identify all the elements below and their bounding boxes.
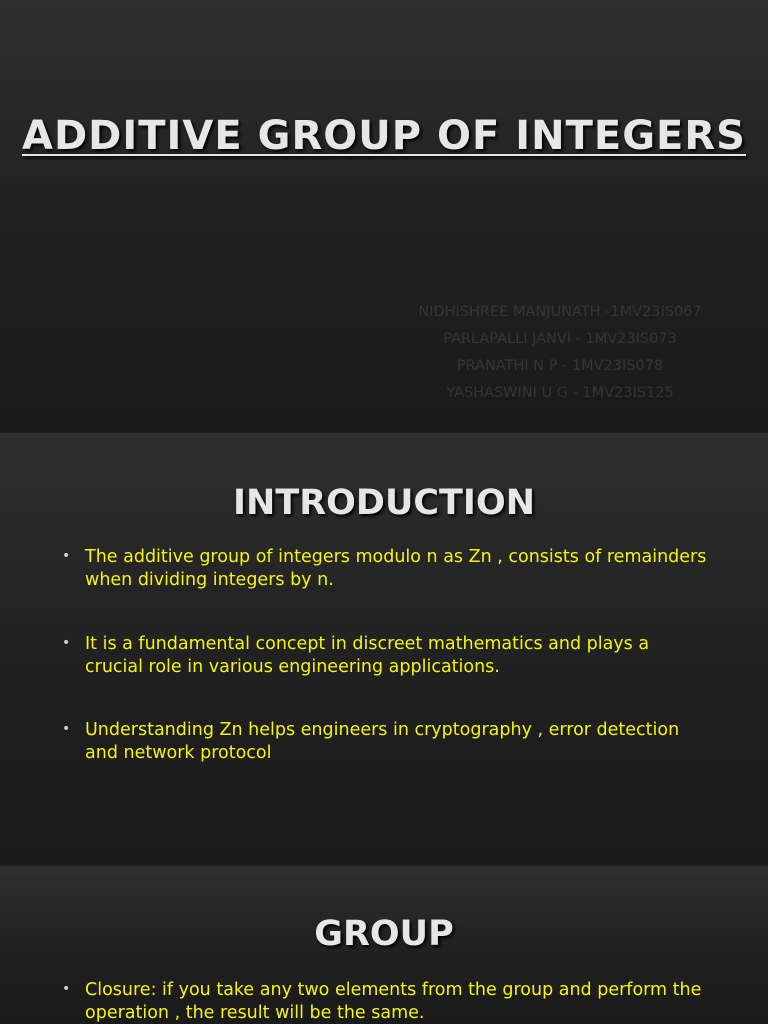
bullet-text: The additive group of integers modulo n as Zn , consists of remainders when dividing integers by n. [85,547,707,590]
bullet-text: Understanding Zn helps engineers in cryptography , error detection and network protocol [85,720,680,763]
author-name: PARLAPALLI JANVI - 1MV23IS073 [443,331,677,347]
author-name: NIDHISHREE MANJUNATH -1MV23IS067 [418,304,702,320]
bullet-list [62,546,712,806]
bullet-item [62,633,712,679]
bullet-item [62,546,712,592]
bullet-dot-icon: • [62,635,71,651]
author-name: YASHASWINI U G - 1MV23IS125 [446,385,674,401]
introduction-slide [0,433,768,865]
bullet-item [62,719,712,765]
bullet-list [62,979,712,1024]
bullet-dot-icon: • [62,548,71,564]
bullet-text: It is a fundamental concept in discreet mathematics and plays a crucial role in various engineering applications. [85,634,650,677]
bullet-text: Closure: if you take any two elements from the group and perform the operation , the result will be the same. [85,980,702,1023]
slide-title: INTRODUCTION [233,483,535,523]
group-slide [0,866,768,1024]
author-list [380,299,740,407]
bullet-item [62,979,712,1024]
bullet-dot-icon: • [62,981,71,997]
bullet-dot-icon: • [62,721,71,737]
slide-title: GROUP [314,914,454,954]
presentation-title: ADDITIVE GROUP OF INTEGERS [22,113,746,159]
title-slide [0,0,768,432]
author-name: PRANATHI N P - 1MV23IS078 [456,358,664,374]
